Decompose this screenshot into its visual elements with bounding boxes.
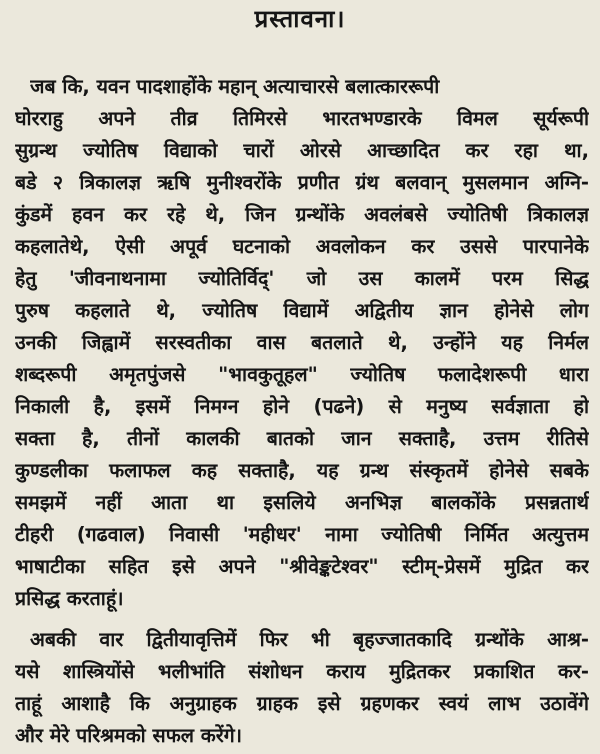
text-line: समझमें नहीं आता था इसलिये अनभिज्ञ बालकोंके प्रसन्नतार्थ	[15, 491, 589, 514]
text-line: हेतु 'जीवनाथनामा ज्योतिर्विद्' जो उस कालमें परम सिद्ध	[15, 267, 589, 290]
text-line: अबकी वार द्वितीयावृत्तिमें फिर भी बृहज्जातकादि ग्रन्थोंके आश्र-	[30, 628, 589, 651]
text-line: कुंडमें हवन कर रहे थे, जिन ग्रन्थोंके अवलंबसे ज्योतिषी त्रिकालज्ञ	[15, 203, 589, 226]
text-line: सुग्रन्थ ज्योतिष विद्याको चारों ओरसे आच्छादित कर रहा था,	[15, 139, 589, 162]
text-line: प्रसिद्ध करताहूं।	[15, 587, 124, 610]
text-line: निकाली है, इसमें निमग्न होने (पढने) से मनुष्य सर्वज्ञाता हो	[15, 395, 589, 418]
text-line: घोरराहु अपने तीव्र तिमिरसे भारतभण्डारके विमल सूर्यरूपी	[15, 107, 589, 130]
text-line: उनकी जिह्वामें सरस्वतीका वास बतलाते थे, उन्होंने यह निर्मल	[15, 331, 589, 354]
text-line: कुण्डलीका फलाफल कह सक्ताहै, यह ग्रन्थ संस्कृतमें होनेसे सबके	[15, 459, 589, 482]
text-line: पुरुष कहलाते थे, ज्योतिष विद्यामें अद्वितीय ज्ञान होनेसे लोग	[15, 299, 589, 322]
text-line: बडे २ त्रिकालज्ञ ऋषि मुनीश्वरोंके प्रणीत ग्रंथ बलवान् मुसलमान अग्नि-	[15, 171, 589, 194]
text-line: टीहरी (गढवाल) निवासी 'महीधर' नामा ज्योतिषी निर्मित अत्युत्तम	[15, 523, 589, 546]
page-title: प्रस्तावना।	[254, 5, 346, 33]
text-line: शब्दरूपी अमृतपुंजसे "भावकुतूहल" ज्योतिष फलादेशरूपी धारा	[15, 363, 589, 386]
text-line: और मेरे परिश्रमको सफल करेंगे।	[15, 724, 243, 747]
text-line: कहलातेथे, ऐसी अपूर्व घटनाको अवलोकन कर उससे पारपानेके	[15, 235, 589, 258]
text-line: जब कि, यवन पादशाहोंके महान् अत्याचारसे बलात्काररूपी	[30, 75, 440, 98]
text-line: यसे शास्त्रियोंसे भलीभांति संशोधन कराय मुद्रितकर प्रकाशित कर-	[15, 660, 589, 683]
text-line: सक्ता है, तीनों कालकी बातको जान सक्ताहै, उत्तम रीतिसे	[15, 427, 589, 450]
text-line: भाषाटीका सहित इसे अपने "श्रीवेङ्कटेश्वर" स्टीम्-प्रेसमें मुद्रित कर	[15, 555, 589, 578]
text-line: ताहूं आशाहै कि अनुग्राहक ग्राहक इसे ग्रहणकर स्वयं लाभ उठावेंगे	[15, 692, 589, 715]
